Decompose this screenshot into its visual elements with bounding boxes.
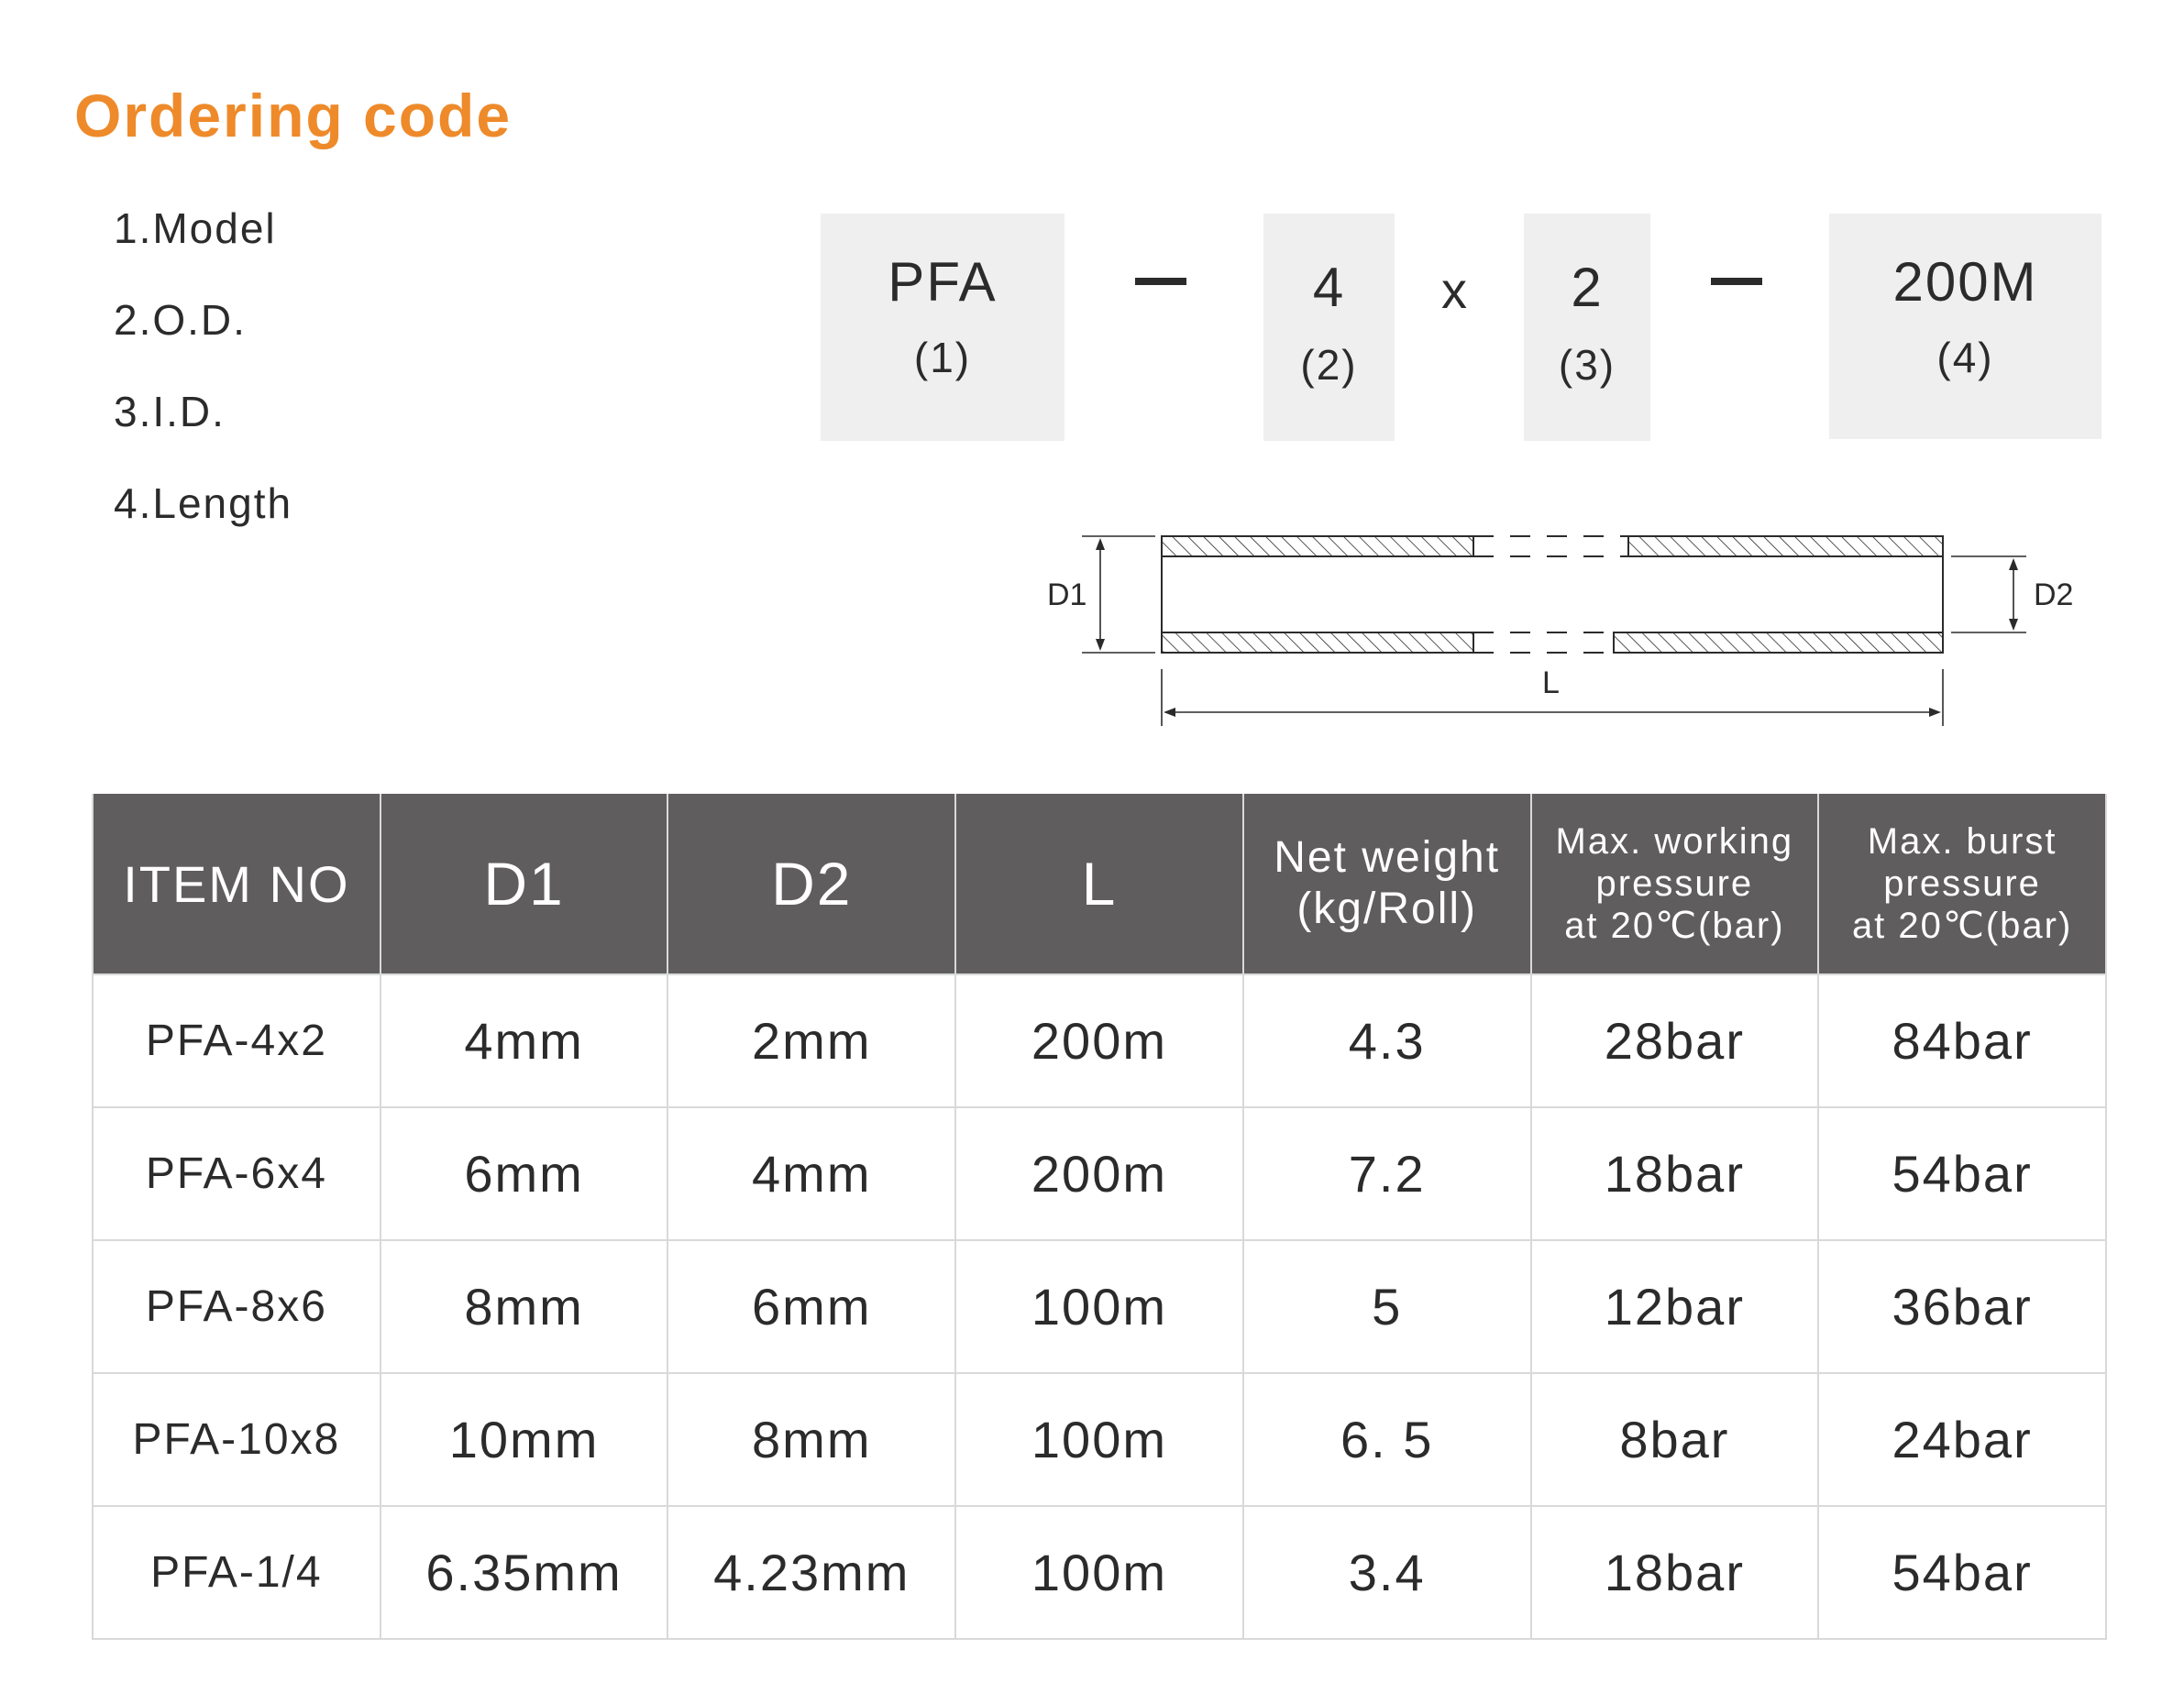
header-net-weight [1243, 794, 1531, 974]
table-row [93, 974, 2106, 1107]
cell-net-weight: 4.3 [1243, 974, 1531, 1107]
cell-l: 200m [955, 1107, 1243, 1240]
cell-l: 100m [955, 1506, 1243, 1639]
dash-separator [1711, 278, 1762, 285]
cell-d2: 2mm [667, 974, 955, 1107]
cell-net-weight: 5 [1243, 1240, 1531, 1373]
label-d1: D1 [1047, 577, 1087, 612]
code-box-length [1829, 214, 2101, 439]
page-title: Ordering code [74, 82, 513, 149]
cell-net-weight: 3.4 [1243, 1506, 1531, 1639]
tube-wall-top [1162, 536, 1943, 556]
cell-max-burst: 36bar [1818, 1240, 2106, 1373]
cell-item-no: PFA-6x4 [93, 1107, 381, 1240]
header-max-burst-line3: at 20℃(bar) [1851, 906, 2073, 946]
cell-d1: 10mm [381, 1373, 668, 1506]
cell-max-burst: 54bar [1818, 1107, 2106, 1240]
cell-max-working: 12bar [1531, 1240, 1819, 1373]
legend-item-length: 4.Length [114, 479, 293, 527]
code-od-value: 4 [1312, 257, 1346, 318]
cell-d1: 6mm [381, 1107, 668, 1240]
header-max-burst-line2: pressure [1883, 863, 2041, 904]
cell-net-weight: 6. 5 [1243, 1373, 1531, 1506]
header-d2: D2 [667, 794, 955, 974]
cell-l: 100m [955, 1373, 1243, 1506]
header-max-working [1531, 794, 1819, 974]
code-id-index: (3) [1558, 341, 1616, 389]
cell-item-no: PFA-1/4 [93, 1506, 381, 1639]
cell-d2: 6mm [667, 1240, 955, 1373]
table-row [93, 1107, 2106, 1240]
dash-separator [1135, 278, 1186, 285]
header-max-burst [1818, 794, 2106, 974]
legend-item-model: 1.Model [114, 204, 277, 252]
cell-d1: 4mm [381, 974, 668, 1107]
cell-d2: 8mm [667, 1373, 955, 1506]
cell-net-weight: 7.2 [1243, 1107, 1531, 1240]
cell-item-no: PFA-8x6 [93, 1240, 381, 1373]
cell-d1: 8mm [381, 1240, 668, 1373]
cell-max-working: 8bar [1531, 1373, 1819, 1506]
header-max-burst-line1: Max. burst [1867, 821, 2057, 862]
label-d2: D2 [2034, 577, 2074, 612]
code-box-model [821, 214, 1064, 441]
cell-l: 100m [955, 1240, 1243, 1373]
cell-max-working: 18bar [1531, 1506, 1819, 1639]
table-row [93, 1373, 2106, 1506]
legend-item-od: 2.O.D. [114, 296, 247, 344]
header-d1: D1 [381, 794, 668, 974]
cell-d2: 4mm [667, 1107, 955, 1240]
cell-d1: 6.35mm [381, 1506, 668, 1639]
code-model-value: PFA [888, 251, 998, 313]
header-max-working-line3: at 20℃(bar) [1564, 906, 1785, 946]
table-header-row [93, 794, 2106, 974]
table-row [93, 1506, 2106, 1639]
code-model-index: (1) [913, 334, 972, 381]
header-l: L [955, 794, 1243, 974]
cell-item-no: PFA-10x8 [93, 1373, 381, 1506]
code-id-value: 2 [1571, 257, 1604, 318]
code-box-od [1263, 214, 1395, 441]
cell-max-working: 18bar [1531, 1107, 1819, 1240]
table-row [93, 1240, 2106, 1373]
cell-l: 200m [955, 974, 1243, 1107]
label-l: L [1542, 665, 1560, 700]
times-separator: x [1441, 261, 1467, 319]
tube-wall-bottom [1162, 632, 1943, 653]
code-box-id [1524, 214, 1650, 441]
cell-max-burst: 24bar [1818, 1373, 2106, 1506]
tube-diagram [1009, 513, 2109, 733]
code-od-index: (2) [1300, 341, 1358, 389]
header-net-weight-line1: Net weight [1274, 833, 1501, 882]
spec-table [92, 794, 2107, 1640]
code-length-value: 200M [1892, 251, 2038, 313]
dimension-d2 [1951, 556, 2073, 632]
cell-d2: 4.23mm [667, 1506, 955, 1639]
code-length-index: (4) [1936, 334, 1994, 381]
header-max-working-line1: Max. working [1555, 821, 1794, 862]
dimension-l [1162, 665, 1943, 726]
dimension-d1 [1047, 536, 1155, 653]
cell-max-burst: 84bar [1818, 974, 2106, 1107]
header-item-no: ITEM NO [93, 794, 381, 974]
cell-item-no: PFA-4x2 [93, 974, 381, 1107]
cell-max-working: 28bar [1531, 974, 1819, 1107]
header-net-weight-line2: (kg/Roll) [1296, 885, 1477, 933]
cell-max-burst: 54bar [1818, 1506, 2106, 1639]
header-max-working-line2: pressure [1595, 863, 1754, 904]
legend-item-id: 3.I.D. [114, 388, 226, 435]
